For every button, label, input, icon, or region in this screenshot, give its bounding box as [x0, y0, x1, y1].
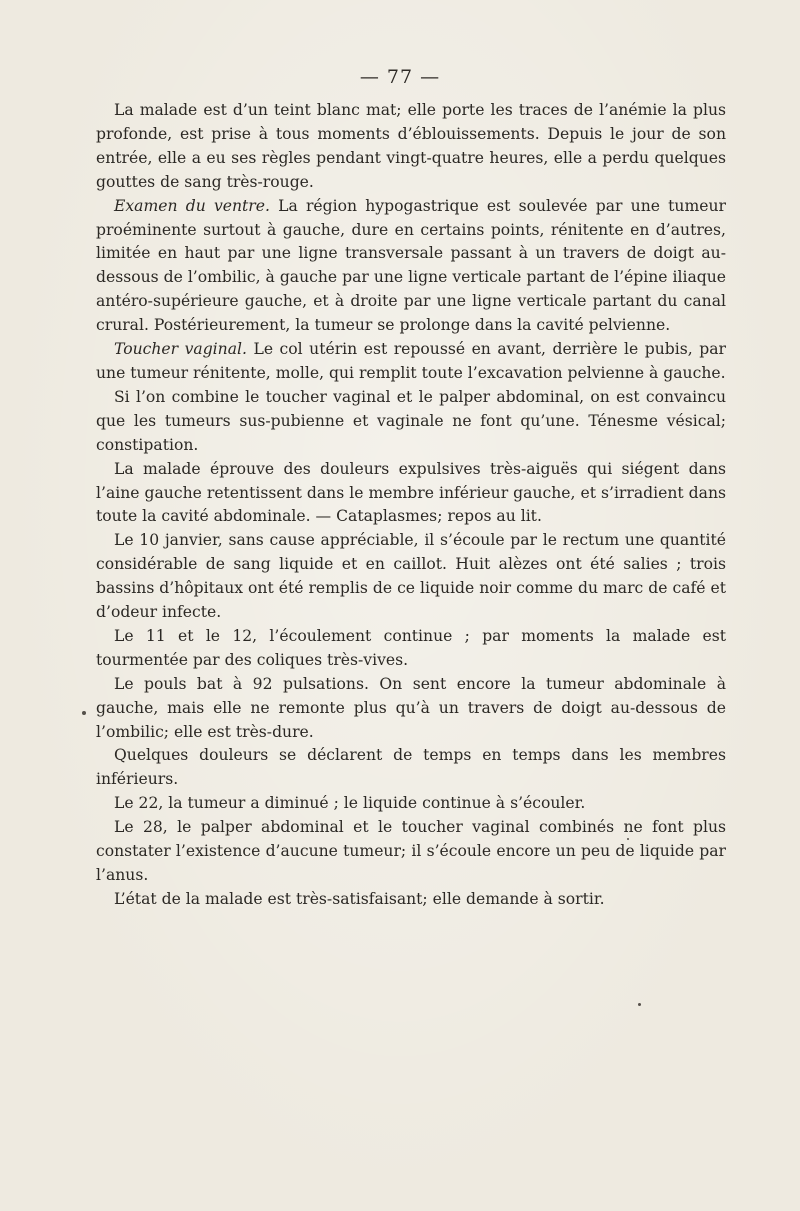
paragraph-text: Si l’on combine le toucher vaginal et le palper abdominal, on est convaincu que les tumeurs sus-pubienne et vaginale ne font qu’une. Ténesme vésical; constipation.	[96, 387, 726, 454]
paragraph-pulse	[96, 673, 726, 745]
paragraph-january-11-12	[96, 625, 726, 673]
paragraph-january-10	[96, 529, 726, 625]
paragraph-january-22	[96, 792, 726, 816]
page-number: — 77 —	[359, 66, 441, 88]
paragraph-text: La région hypogastrique est soulevée par une tumeur proéminente surtout à gauche, dure en certains points, rénitente en d’autres, limitée en haut par une ligne transversale passant à un travers de doigt au-dessous de l’ombilic, à gauche par une ligne verticale partant de l’épine iliaque antéro-supérieure gauche, et à droite par une ligne verticale partant du canal crural. Postérieurement, la tumeur se prolonge dans la cavité pelvienne.	[96, 196, 726, 335]
paragraph-text: Le 11 et le 12, l’écoulement continue ; par moments la malade est tourmentée par des coliques très-vives.	[96, 626, 726, 669]
section-heading-toucher-vaginal: Toucher vaginal.	[114, 340, 247, 359]
paragraph-complexion	[96, 99, 726, 195]
paragraph-text: Le 10 janvier, sans cause appréciable, il s’écoule par le rectum une quantité considérable de sang liquide et en caillot. Huit alèzes ont été salies ; trois bassins d’hôpitaux ont été remplis de ce liquide noir comme du marc de café et d’odeur infecte.	[96, 531, 726, 622]
ink-speck	[627, 838, 629, 840]
ink-speck	[638, 1003, 641, 1006]
paragraph-text: La malade est d’un teint blanc mat; elle porte les traces de l’anémie la plus profonde, est prise à tous moments d’éblouissements. Depuis le jour de son entrée, elle a eu ses règles pendant vingt-quatre heures, elle a perdu quelques gouttes de sang très-rouge.	[96, 101, 726, 191]
ink-speck	[82, 711, 86, 715]
paragraph-text: Le col utérin est repoussé en avant, derrière le pubis, par une tumeur rénitente, molle, qui remplit toute l’excavation pelvienne à gauche.	[96, 340, 726, 382]
paragraph-vaginal-exam	[96, 338, 726, 386]
paragraph-conclusion	[96, 888, 726, 912]
paragraph-text: Le 22, la tumeur a diminué ; le liquide continue à s’écouler.	[114, 794, 586, 813]
paragraph-january-28	[96, 816, 726, 888]
paragraph-combined-exam	[96, 386, 726, 458]
paragraph-abdominal-exam	[96, 195, 726, 338]
body-text	[96, 99, 726, 912]
paragraph-text: Le 28, le palper abdominal et le toucher vaginal combinés ne font plus constater l’existence d’aucune tumeur; il s’écoule encore un peu de liquide par l’anus.	[96, 818, 726, 884]
paragraph-pains	[96, 458, 726, 530]
paragraph-text: L’état de la malade est très-satisfaisant; elle demande à sortir.	[114, 889, 605, 908]
paragraph-limb-pains	[96, 744, 726, 792]
paragraph-text: Quelques douleurs se déclarent de temps en temps dans les membres inférieurs.	[96, 746, 726, 789]
section-heading-examen-du-ventre: Examen du ventre.	[114, 196, 270, 215]
paragraph-text: La malade éprouve des douleurs expulsives très-aiguës qui siégent dans l’aine gauche retentissent dans le membre inférieur gauche, et s’irradient dans toute la cavité abdominale. — Cataplasmes; repos au lit.	[96, 459, 726, 526]
paragraph-text: Le pouls bat à 92 pulsations. On sent encore la tumeur abdominale à gauche, mais elle ne remonte plus qu’à un travers de doigt au-dessous de l’ombilic; elle est très-dure.	[96, 674, 726, 741]
